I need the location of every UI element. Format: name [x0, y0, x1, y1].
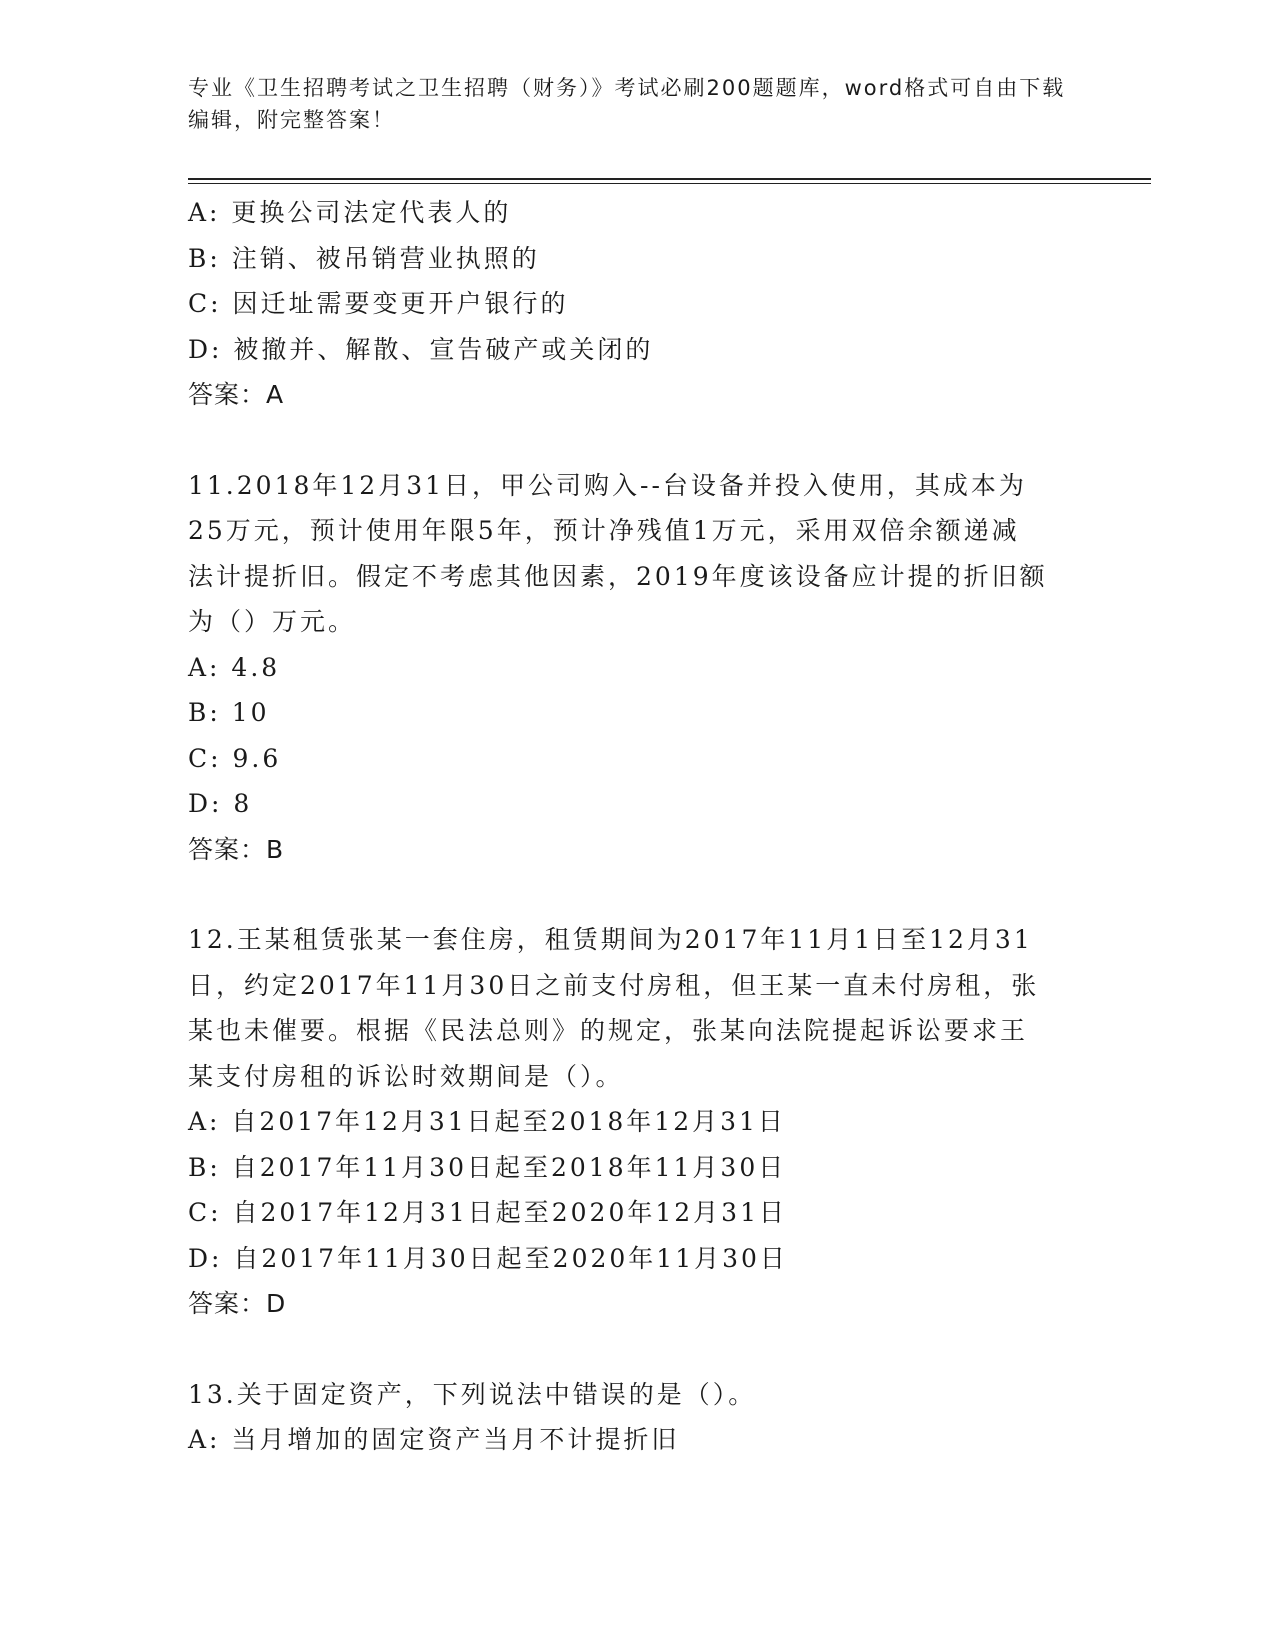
question-stem-line: 13.关于固定资产，下列说法中错误的是（）。	[188, 1379, 757, 1409]
question-stem-line: 某也未催要。根据《民法总则》的规定，张某向法院提起诉讼要求王	[188, 1016, 1029, 1045]
question-stem-line: 某支付房租的诉讼时效期间是（）。	[188, 1061, 624, 1091]
option-c: C: 因迁址需要变更开户银行的	[188, 289, 569, 318]
question-content	[188, 190, 1088, 1463]
option-a: A: 更换公司法定代表人的	[188, 198, 512, 227]
question-stem-line: 11.2018年12月31日，甲公司购入--台设备并投入使用，其成本为	[188, 470, 1027, 500]
option-d: D: 8	[188, 789, 253, 818]
question-12	[188, 917, 1088, 1327]
option-b: B: 注销、被吊销营业执照的	[188, 243, 540, 273]
question-spacer	[188, 872, 1088, 917]
question-spacer	[188, 418, 1088, 463]
question-stem-line: 25万元，预计使用年限5年，预计净残值1万元，采用双倍余额递减	[188, 516, 1020, 545]
answer-label: 答案：D	[188, 1289, 287, 1318]
option-a: A: 当月增加的固定资产当月不计提折旧	[188, 1425, 680, 1454]
question-13	[188, 1372, 1088, 1463]
option-b: B: 自2017年11月30日起至2018年11月30日	[188, 1152, 787, 1182]
answer-label: 答案：B	[188, 834, 285, 864]
question-11	[188, 463, 1088, 873]
header-divider-thick	[188, 178, 1151, 180]
option-d: D: 被撤并、解散、宣告破产或关闭的	[188, 334, 654, 364]
question-stem-line: 12.王某租赁张某一套住房，租赁期间为2017年11月1日至12月31	[188, 925, 1033, 954]
option-c: C: 9.6	[188, 743, 282, 773]
answer-label: 答案：A	[188, 380, 285, 409]
question-stem-line: 法计提折旧。假定不考虑其他因素，2019年度该设备应计提的折旧额	[188, 561, 1048, 591]
question-stem-line: 为（）万元。	[188, 607, 357, 636]
header-divider-thin	[188, 183, 1151, 184]
option-a: A: 4.8	[188, 652, 281, 682]
header-title: 专业《卫生招聘考试之卫生招聘（财务）》考试必刷200题题库，word格式可自由下载编辑，附完整答案！	[188, 76, 1066, 132]
question-stem-line: 日，约定2017年11月30日之前支付房租，但王某一直未付房租，张	[188, 970, 1040, 1000]
option-a: A: 自2017年12月31日起至2018年12月31日	[188, 1107, 786, 1136]
option-b: B: 10	[188, 698, 270, 727]
document-header	[188, 72, 1068, 136]
question-10	[188, 190, 1088, 418]
option-d: D: 自2017年11月30日起至2020年11月30日	[188, 1243, 788, 1273]
question-spacer	[188, 1327, 1088, 1372]
option-c: C: 自2017年12月31日起至2020年12月31日	[188, 1198, 787, 1227]
